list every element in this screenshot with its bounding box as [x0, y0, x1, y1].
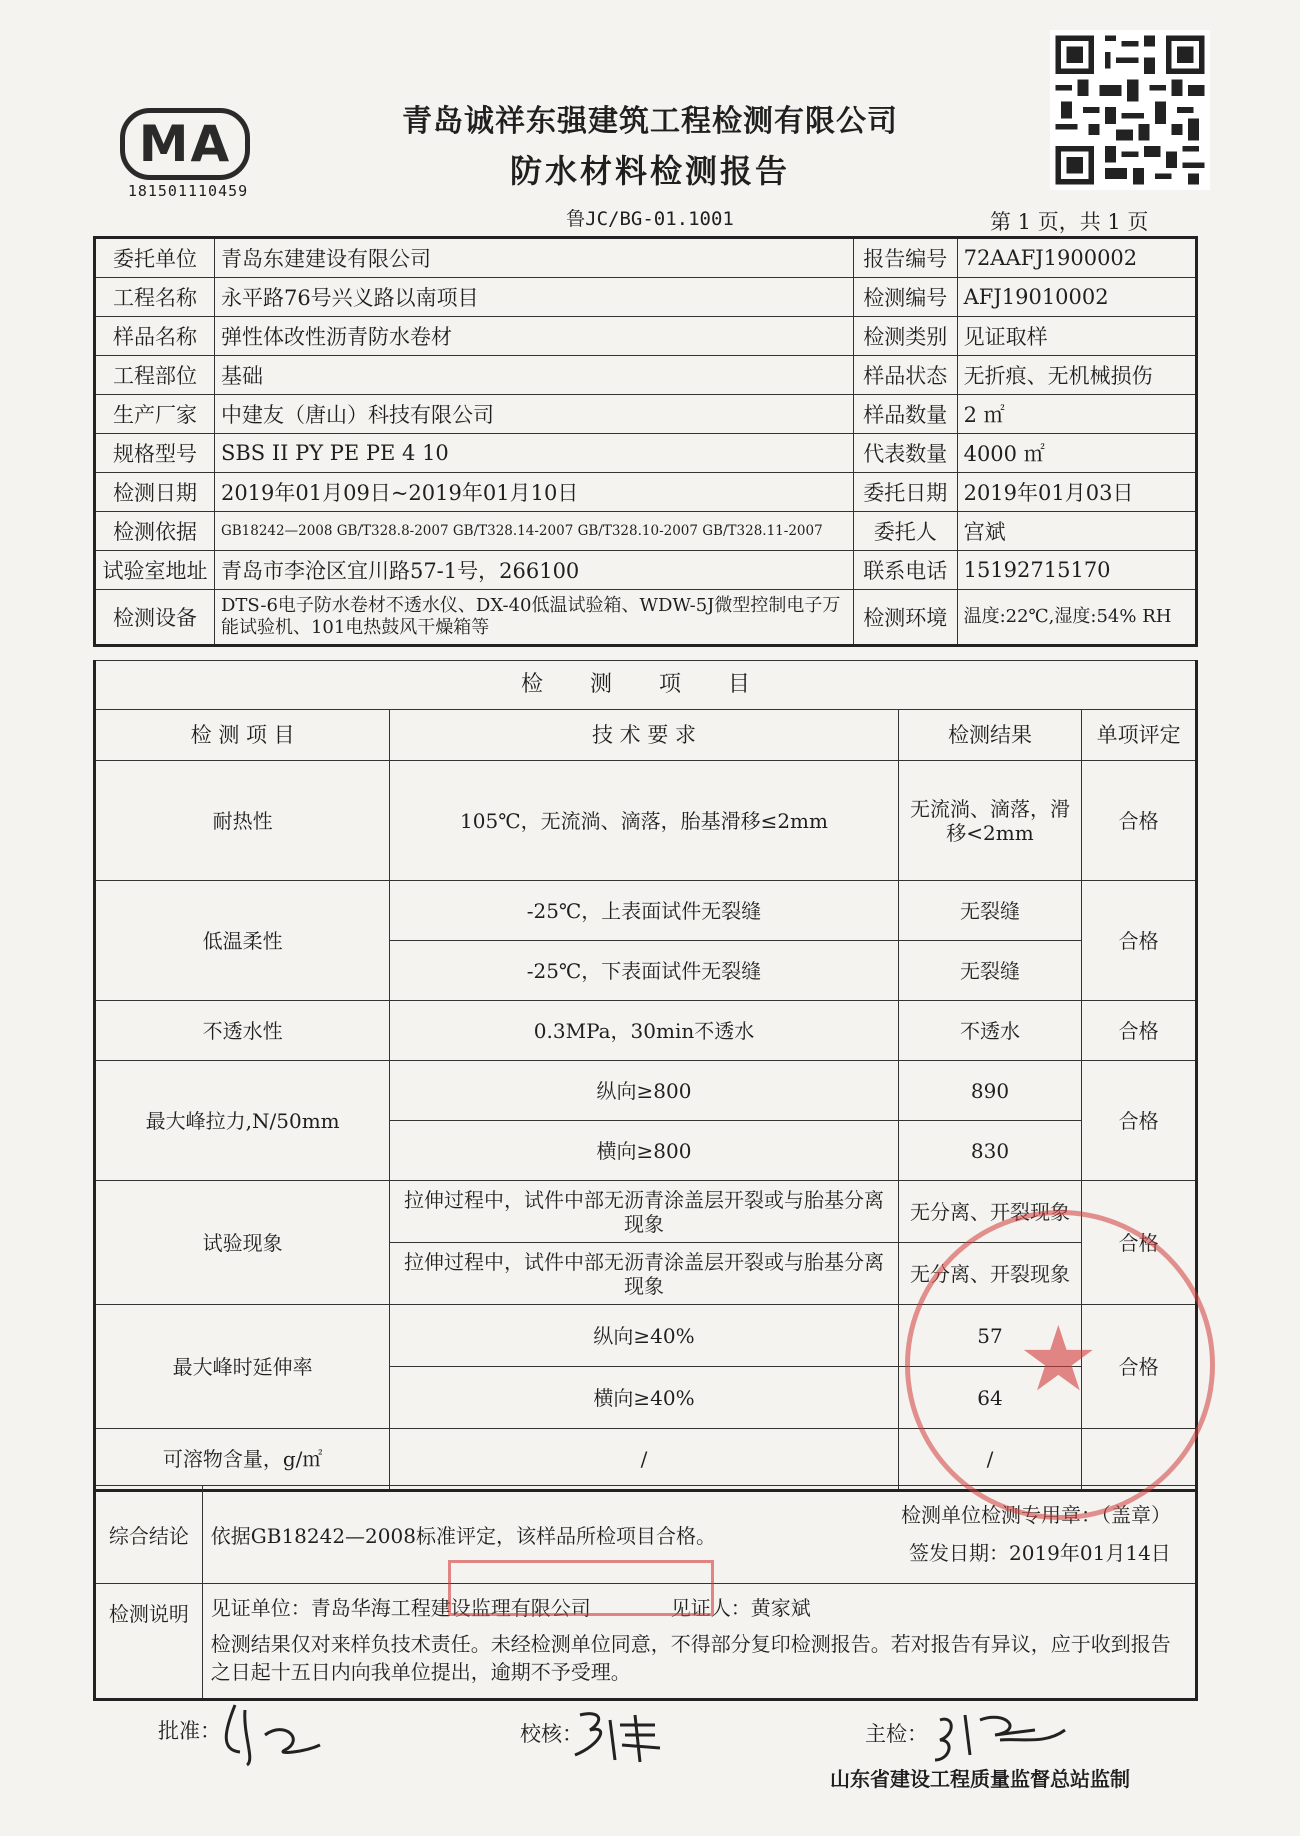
- witness-unit: 见证单位：青岛华海工程建设监理有限公司: [210, 1596, 591, 1620]
- table-row: [95, 1061, 1197, 1121]
- info-label: 样品数量: [853, 395, 957, 434]
- info-label: 检测设备: [95, 590, 215, 646]
- info-value: 基础: [214, 356, 853, 395]
- result-soluble: /: [898, 1429, 1082, 1491]
- eval-tensile: 合格: [1082, 1061, 1197, 1181]
- info-row: [95, 278, 1197, 317]
- result-elongation-2: 64: [898, 1367, 1082, 1429]
- result-cold-1: 无裂缝: [898, 881, 1082, 941]
- req-phenomenon-1: 拉伸过程中，试件中部无沥青涂盖层开裂或与胎基分离现象: [390, 1181, 898, 1243]
- info-value: 72AAFJ1900002: [957, 238, 1196, 278]
- info-row: [95, 473, 1197, 512]
- info-value: 4000 ㎡: [957, 434, 1196, 473]
- info-label: 样品名称: [95, 317, 215, 356]
- info-value: 15192715170: [957, 551, 1196, 590]
- info-label: 生产厂家: [95, 395, 215, 434]
- info-value: 宫斌: [957, 512, 1196, 551]
- item-cold: 低温柔性: [95, 881, 390, 1001]
- info-value: 青岛市李沧区宜川路57-1号，266100: [214, 551, 853, 590]
- section-title-row: [95, 661, 1197, 710]
- req-heat: 105℃，无流淌、滴落，胎基滑移≤2mm: [390, 761, 898, 881]
- eval-elongation: 合格: [1082, 1305, 1197, 1429]
- info-label: 联系电话: [853, 551, 957, 590]
- info-label: 检测日期: [95, 473, 215, 512]
- info-value: 青岛东建建设有限公司: [214, 238, 853, 278]
- info-label: 委托人: [853, 512, 957, 551]
- info-value: 见证取样: [957, 317, 1196, 356]
- qr-code-icon: [1050, 30, 1210, 190]
- info-value: DTS-6电子防水卷材不透水仪、DX-40低温试验箱、WDW-5J微型控制电子万能试验机、101电热鼓风干燥箱等: [214, 590, 853, 646]
- report-info-table: [93, 236, 1198, 647]
- info-value: 无折痕、无机械损伤: [957, 356, 1196, 395]
- item-tensile: 最大峰拉力,N/50mm: [95, 1061, 390, 1181]
- seal-label: 检测单位检测专用章：（盖章）: [901, 1503, 1171, 1527]
- cma-number: 181501110459: [127, 182, 249, 200]
- info-label: 检测类别: [853, 317, 957, 356]
- info-value: 2 ㎡: [957, 395, 1196, 434]
- info-row: [95, 356, 1197, 395]
- info-row: [95, 434, 1197, 473]
- info-row: [95, 551, 1197, 590]
- info-label: 规格型号: [95, 434, 215, 473]
- col-header-result: 检测结果: [898, 710, 1082, 761]
- info-value: 温度:22℃,湿度:54% RH: [957, 590, 1196, 646]
- result-phenomenon-1: 无分离、开裂现象: [898, 1181, 1082, 1243]
- report-title: 防水材料检测报告: [509, 152, 790, 190]
- info-label: 代表数量: [853, 434, 957, 473]
- col-header-requirement: 技 术 要 求: [390, 710, 898, 761]
- info-value: 2019年01月09日~2019年01月10日: [214, 473, 853, 512]
- item-soluble: 可溶物含量，g/㎡: [95, 1429, 390, 1491]
- check-label: 校核：: [520, 1722, 583, 1746]
- info-value: GB18242—2008 GB/T328.8-2007 GB/T328.14-2007 GB/T328.10-2007 GB/T328.11-2007: [214, 512, 853, 551]
- inspector-label: 主检：: [865, 1722, 928, 1746]
- req-cold-2: -25℃，下表面试件无裂缝: [390, 941, 898, 1001]
- conclusion-text: 依据GB18242—2008标准评定，该样品所检项目合格。: [210, 1524, 716, 1548]
- witness-person: 见证人：黄家斌: [670, 1596, 811, 1620]
- item-phenomenon: 试验现象: [95, 1181, 390, 1305]
- eval-water: 合格: [1082, 1001, 1197, 1061]
- req-tensile-2: 横向≥800: [390, 1121, 898, 1181]
- info-row: [95, 512, 1197, 551]
- document-code: 鲁JC/BG-01.1001: [566, 208, 734, 230]
- req-water: 0.3MPa，30min不透水: [390, 1001, 898, 1061]
- header-row: [95, 710, 1197, 761]
- issue-date: 签发日期：2019年01月14日: [909, 1541, 1171, 1565]
- approve-signature-icon: [215, 1690, 335, 1770]
- info-value: AFJ19010002: [957, 278, 1196, 317]
- table-row: [95, 881, 1197, 941]
- info-label: 报告编号: [853, 238, 957, 278]
- result-cold-2: 无裂缝: [898, 941, 1082, 1001]
- info-label: 委托单位: [95, 238, 215, 278]
- inspector-signature-icon: [925, 1700, 1075, 1770]
- star-icon: ★: [1018, 1307, 1099, 1412]
- table-row: [95, 761, 1197, 881]
- check-signature-icon: [560, 1700, 670, 1770]
- info-value: 弹性体改性沥青防水卷材: [214, 317, 853, 356]
- result-elongation-1: 57: [898, 1305, 1082, 1367]
- info-label: 工程部位: [95, 356, 215, 395]
- info-label: 检测编号: [853, 278, 957, 317]
- info-row: [95, 317, 1197, 356]
- info-row: [95, 238, 1197, 278]
- req-cold-1: -25℃，上表面试件无裂缝: [390, 881, 898, 941]
- req-soluble: /: [390, 1429, 898, 1491]
- col-header-item: 检 测 项 目: [95, 710, 390, 761]
- req-phenomenon-2: 拉伸过程中，试件中部无沥青涂盖层开裂或与胎基分离现象: [390, 1243, 898, 1305]
- req-elongation-2: 横向≥40%: [390, 1367, 898, 1429]
- info-label: 委托日期: [853, 473, 957, 512]
- notes-label: 检测说明: [95, 1584, 203, 1700]
- eval-cold: 合格: [1082, 881, 1197, 1001]
- result-water: 不透水: [898, 1001, 1082, 1061]
- item-heat: 耐热性: [95, 761, 390, 881]
- company-name: 青岛诚祥东强建筑工程检测有限公司: [402, 104, 898, 139]
- disclaimer: 检测结果仅对来样负技术责任。未经检测单位同意，不得部分复印检测报告。若对报告有异议，应于收到报告之日起十五日内向我单位提出，逾期不予受理。: [210, 1632, 1171, 1684]
- info-label: 试验室地址: [95, 551, 215, 590]
- result-heat: 无流淌、滴落，滑移<2mm: [898, 761, 1082, 881]
- eval-phenomenon: 合格: [1082, 1181, 1197, 1305]
- info-row: [95, 590, 1197, 646]
- info-value: SBS II PY PE PE 4 10: [214, 434, 853, 473]
- page-info: 第 1 页，共 1 页: [990, 210, 1149, 234]
- info-label: 工程名称: [95, 278, 215, 317]
- footer-org: 山东省建设工程质量监督总站监制: [830, 1767, 1130, 1791]
- result-tensile-2: 830: [898, 1121, 1082, 1181]
- conclusion-label: 综合结论: [95, 1486, 203, 1584]
- info-label: 检测环境: [853, 590, 957, 646]
- cma-logo-text: MA: [138, 115, 232, 173]
- eval-heat: 合格: [1082, 761, 1197, 881]
- result-tensile-1: 890: [898, 1061, 1082, 1121]
- info-row: [95, 395, 1197, 434]
- col-header-evaluation: 单项评定: [1082, 710, 1197, 761]
- witness-sampling-stamp: [448, 1560, 714, 1616]
- req-tensile-1: 纵向≥800: [390, 1061, 898, 1121]
- info-value: 2019年01月03日: [957, 473, 1196, 512]
- table-row: [95, 1001, 1197, 1061]
- info-value: 永平路76号兴义路以南项目: [214, 278, 853, 317]
- approve-label: 批准：: [158, 1719, 221, 1743]
- item-elongation: 最大峰时延伸率: [95, 1305, 390, 1429]
- info-value: 中建友（唐山）科技有限公司: [214, 395, 853, 434]
- info-label: 检测依据: [95, 512, 215, 551]
- company-seal-stamp: [905, 1210, 1215, 1520]
- item-water: 不透水性: [95, 1001, 390, 1061]
- req-elongation-1: 纵向≥40%: [390, 1305, 898, 1367]
- result-phenomenon-2: 无分离、开裂现象: [898, 1243, 1082, 1305]
- section-title: 检 测 项 目: [95, 661, 1197, 710]
- info-label: 样品状态: [853, 356, 957, 395]
